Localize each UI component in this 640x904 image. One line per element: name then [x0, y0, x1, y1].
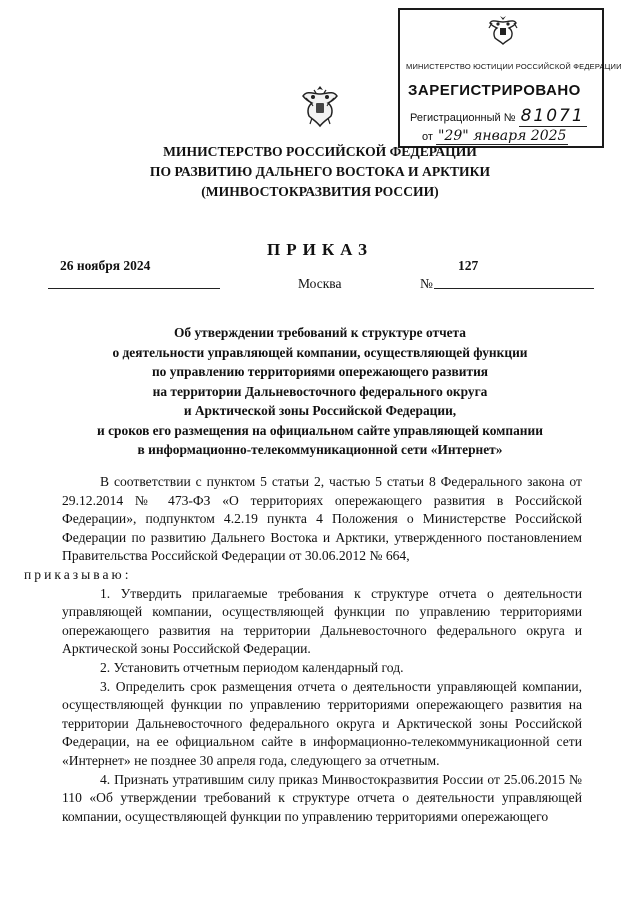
- order-item: 3. Определить срок размещения отчета о деятельности управляющей компании, осуществляющей функции по управлению территориями опережающего развития на территории Дальневосточного федерального округа и Арктической зоны Российской Федерации, на ее официальном сайте в информационно-телекоммуникационной сети «Интернет» не позднее 30 апреля года, следующего за отчетным.: [62, 678, 582, 768]
- stamp-reg-label: Регистрационный №: [410, 112, 516, 124]
- stamp-reg-number: 81071: [520, 106, 585, 126]
- stamp-date-prefix: от: [422, 131, 433, 143]
- ministry-line: МИНИСТЕРСТВО РОССИЙСКОЙ ФЕДЕРАЦИИ: [163, 144, 477, 159]
- date-underline: [48, 288, 220, 289]
- preamble-paragraph: [24, 473, 582, 585]
- preamble-text: В соответствии с пунктом 5 статьи 2, частью 5 статьи 8 Федерального закона от 29.12.2014 № 473-ФЗ «О территориях опережающего развития в Российской Федерации», подпунктом 4.2.19 пункта 4 Положения о Министерстве Российской Федерации по развитию Дальнего Востока и Арктики, утвержденного постановлением Правительства Российской Федерации от 30.06.2012 № 664,: [62, 474, 582, 564]
- stamp-registration-line: [410, 106, 587, 126]
- coat-of-arms-icon: [488, 14, 518, 48]
- order-body: [24, 473, 582, 826]
- stamp-date-value: "29" января 2025: [437, 128, 567, 144]
- order-title: ПРИКАЗ: [267, 240, 373, 259]
- subject-line: по управлению территориями опережающего развития: [151, 364, 489, 379]
- ministry-name: [60, 142, 580, 202]
- order-subject: [40, 323, 600, 460]
- order-number: 127: [458, 258, 479, 273]
- subject-line: Об утверждении требований к структуре отчета: [174, 325, 466, 340]
- order-item: 4. Признать утратившим силу приказ Минвостокразвития России от 25.06.2015 № 110 «Об утверждении требований к структуре отчета о деятельности управляющей компании, осуществляющей функции по управлению территориями опережающего: [62, 771, 582, 824]
- coat-of-arms-icon: [300, 84, 340, 130]
- number-sign: №: [420, 276, 433, 291]
- subject-line: в информационно-телекоммуникационной сети «Интернет»: [137, 442, 503, 457]
- subject-line: о деятельности управляющей компании, осуществляющей функции: [112, 344, 528, 360]
- order-word: приказываю:: [24, 566, 132, 582]
- stamp-registered-label: ЗАРЕГИСТРИРОВАНО: [408, 82, 581, 99]
- subject-line: и Арктической зоны Российской Федерации,: [183, 403, 457, 418]
- ministry-line: (МИНВОСТОКРАЗВИТИЯ РОССИИ): [201, 184, 439, 199]
- registration-stamp: [398, 8, 622, 148]
- number-underline: [434, 288, 594, 289]
- stamp-ministry-name: МИНИСТЕРСТВО ЮСТИЦИИ РОССИЙСКОЙ ФЕДЕРАЦИИ: [406, 62, 622, 71]
- order-city: Москва: [298, 276, 342, 291]
- order-item: 1. Утвердить прилагаемые требования к структуре отчета о деятельности управляющей компании, осуществляющей функции по управлению территориями опережающего развития на территории Дальневосточного федерального округа и Арктической зоны Российской Федерации.: [62, 585, 582, 657]
- order-date: 26 ноября 2024: [60, 258, 151, 273]
- order-item: 2. Установить отчетным периодом календарный год.: [100, 659, 404, 675]
- subject-line: на территории Дальневосточного федерального округа: [152, 383, 488, 399]
- subject-line: и сроков его размещения на официальном сайте управляющей компании: [97, 422, 543, 438]
- ministry-line: ПО РАЗВИТИЮ ДАЛЬНЕГО ВОСТОКА И АРКТИКИ: [149, 164, 491, 179]
